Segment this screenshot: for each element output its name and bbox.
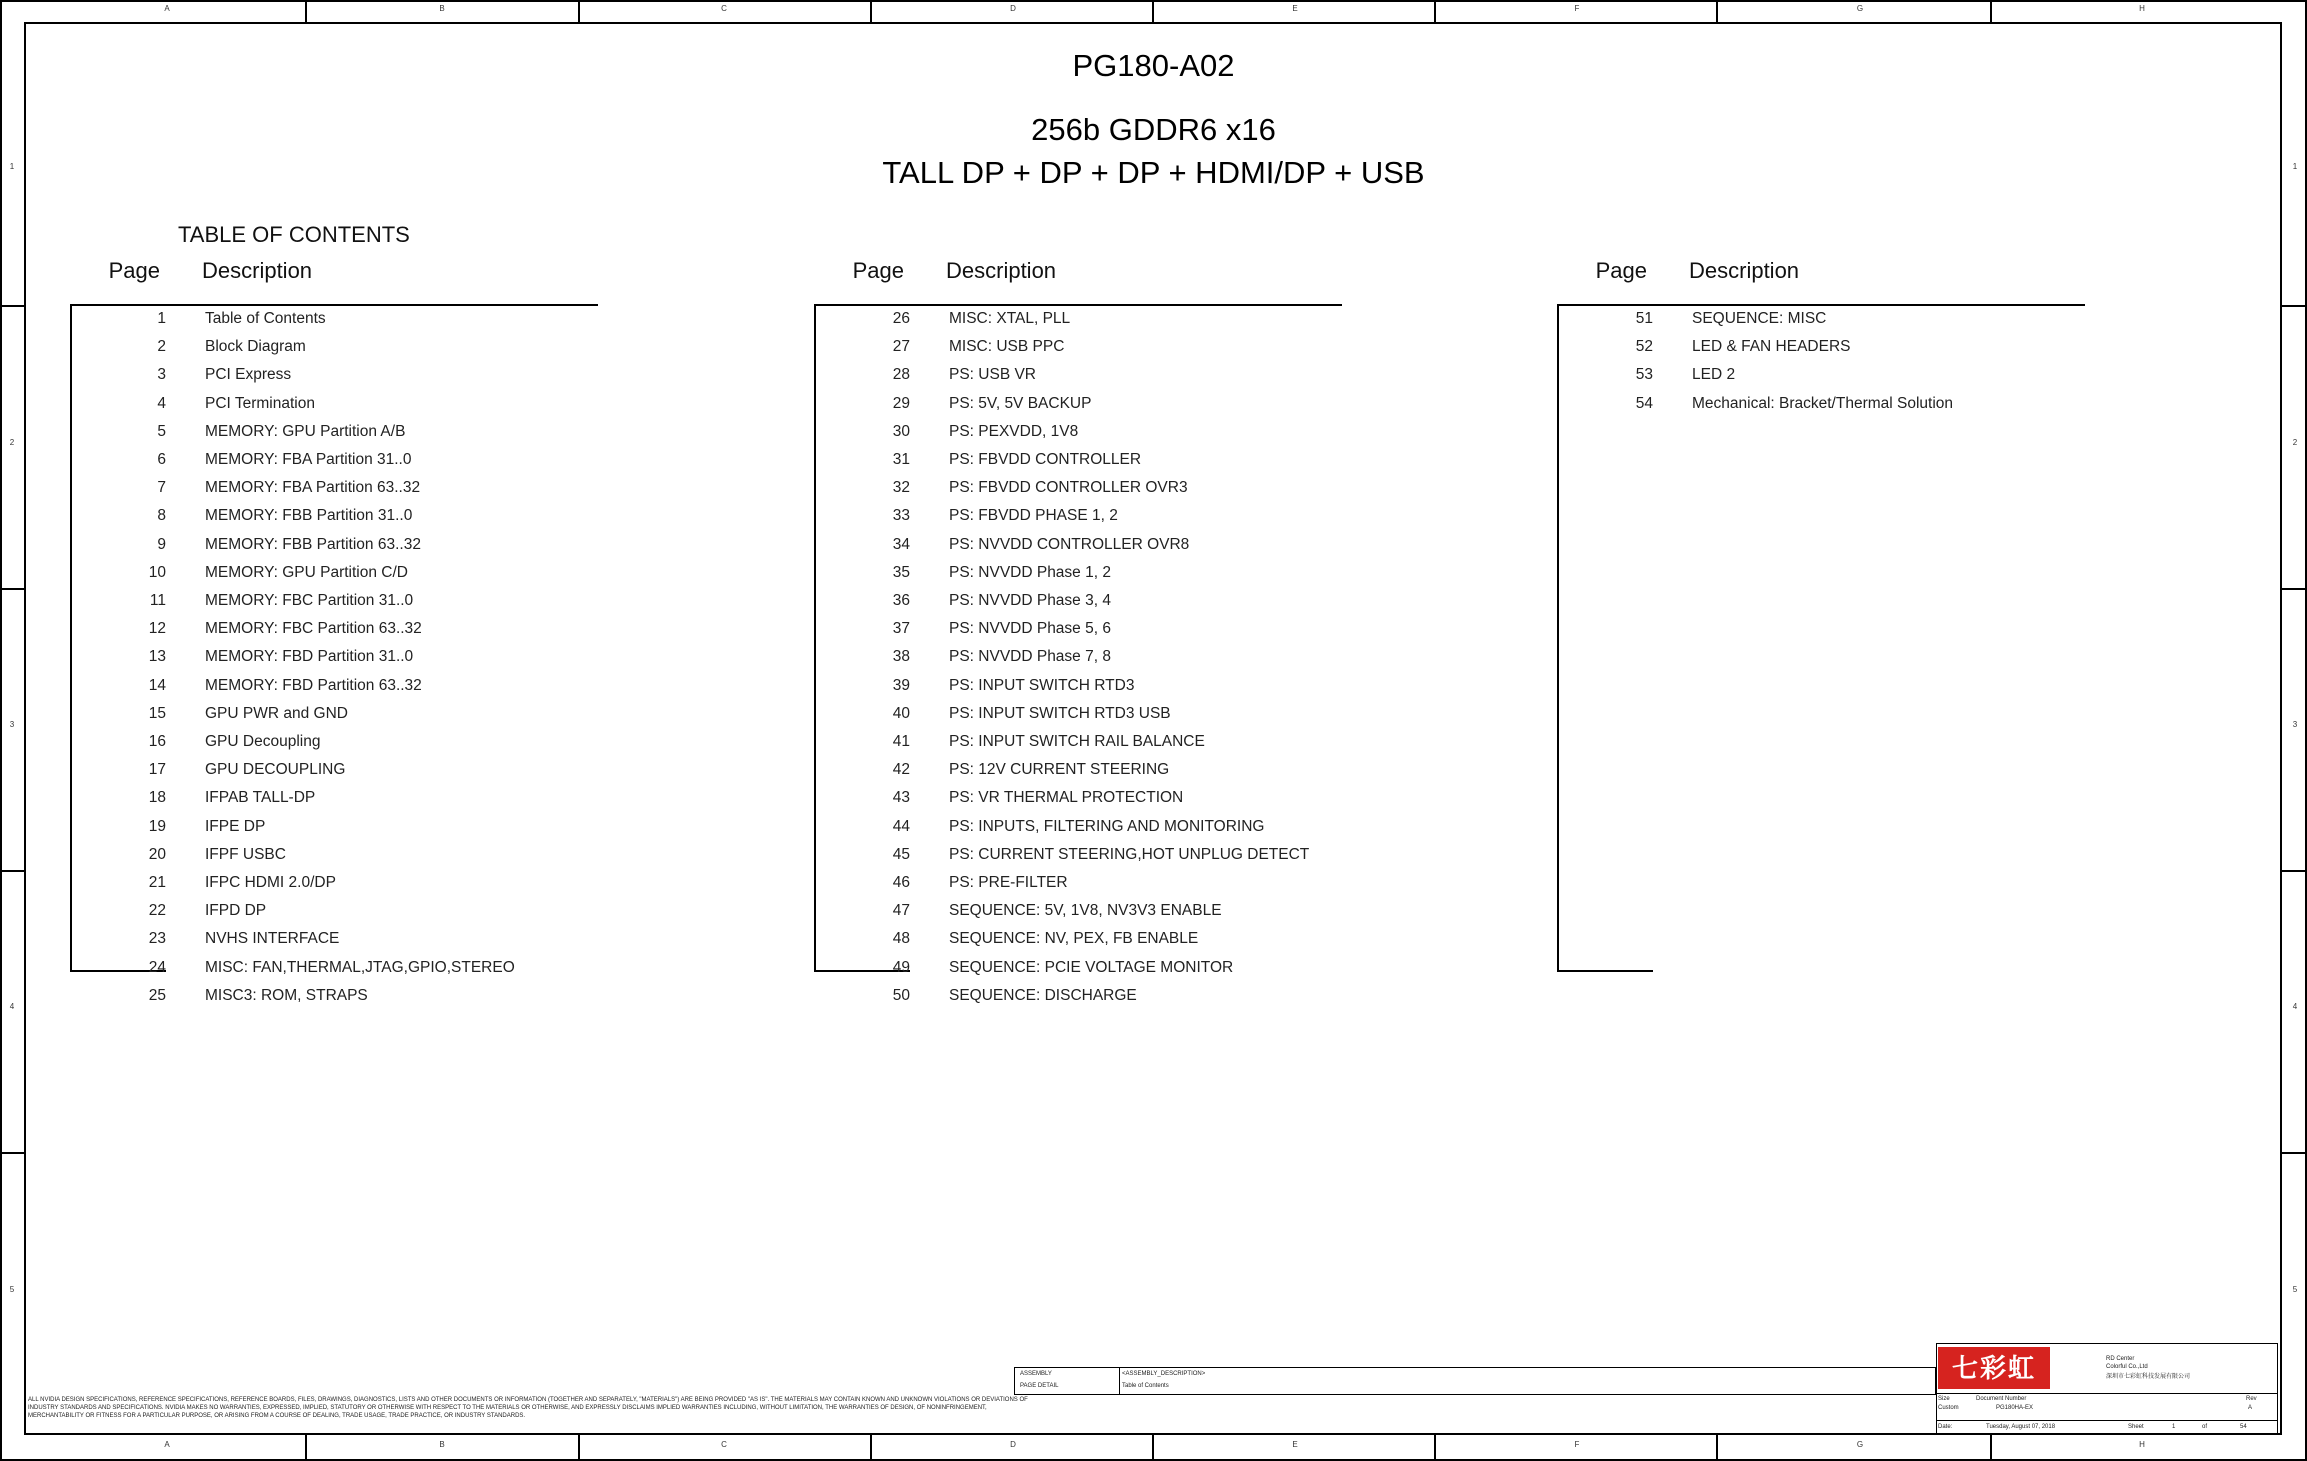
- description-column-header: Description: [202, 258, 313, 283]
- toc-row: [1557, 338, 2157, 366]
- toc-description: PCI Termination: [205, 394, 315, 412]
- date-label: Date:: [1938, 1424, 1953, 1430]
- toc-page-number: 22: [148, 902, 166, 920]
- size-value: Custom: [1938, 1405, 1959, 1411]
- toc-page-number: 23: [148, 930, 166, 948]
- toc-description: PS: FBVDD CONTROLLER: [949, 451, 1142, 468]
- toc-description: MEMORY: FBD Partition 31..0: [205, 648, 414, 666]
- zone-divider: [2282, 305, 2307, 307]
- zone-divider: [2282, 1152, 2307, 1154]
- toc-description: SEQUENCE: PCIE VOLTAGE MONITOR: [949, 958, 1234, 976]
- zone-label-top: B: [439, 4, 445, 13]
- zone-divider: [305, 0, 307, 22]
- toc-page-number: 43: [892, 789, 910, 807]
- toc-description: PS: PEXVDD, 1V8: [949, 422, 1079, 440]
- toc-page-number: 37: [892, 620, 910, 638]
- toc-page-number: 12: [148, 620, 166, 638]
- toc-row: [70, 592, 670, 620]
- company-line-3: 深圳市七彩虹科技发展有限公司: [2106, 1374, 2191, 1380]
- zone-label-bottom: G: [1856, 1440, 1864, 1449]
- zone-divider: [305, 1435, 307, 1461]
- toc-page-number: 52: [1635, 338, 1653, 356]
- of-value: 54: [2240, 1424, 2247, 1430]
- toc-page-number: 41: [892, 733, 910, 750]
- toc-row: [814, 705, 1414, 733]
- zone-divider: [1990, 0, 1992, 22]
- toc-description: GPU PWR and GND: [205, 704, 348, 722]
- toc-page-number: 42: [892, 761, 910, 779]
- toc-page-number: 53: [1635, 366, 1653, 384]
- toc-page-number: 31: [892, 451, 910, 468]
- toc-page-number: 34: [892, 535, 910, 553]
- toc-description: MEMORY: FBB Partition 63..32: [205, 535, 421, 553]
- zone-label-bottom: E: [1292, 1440, 1298, 1449]
- toc-page-number: 10: [148, 563, 166, 581]
- toc-row: [814, 592, 1414, 620]
- toc-page-number: 49: [892, 958, 910, 976]
- toc-page-number: 19: [148, 817, 166, 835]
- toc-page-number: 32: [892, 479, 910, 497]
- outputs-title: TALL DP + DP + DP + HDMI/DP + USB: [882, 155, 1425, 190]
- zone-divider: [1152, 0, 1154, 22]
- toc-page-number: 36: [892, 592, 910, 609]
- toc-description: Block Diagram: [205, 338, 306, 356]
- toc-row: [814, 395, 1414, 423]
- toc-page-number: 18: [148, 789, 166, 807]
- toc-description: PS: NVVDD Phase 3, 4: [949, 592, 1111, 609]
- zone-divider: [1716, 0, 1718, 22]
- toc-row: [70, 818, 670, 846]
- toc-row: [70, 677, 670, 705]
- toc-page-number: 2: [157, 338, 166, 356]
- toc-page-number: 5: [157, 422, 166, 440]
- zone-divider: [870, 0, 872, 22]
- toc-page-number: 29: [892, 394, 910, 412]
- toc-page-number: 46: [892, 874, 910, 891]
- zone-label-right: 3: [2292, 720, 2298, 729]
- toc-row: [1557, 395, 2157, 423]
- toc-page-number: 48: [892, 930, 910, 948]
- toc-row: [70, 959, 670, 987]
- toc-row: [814, 677, 1414, 705]
- toc-description: MEMORY: GPU Partition A/B: [205, 422, 406, 440]
- description-column-header: Description: [946, 258, 1057, 283]
- toc-page-number: 38: [892, 648, 910, 666]
- toc-row: [1557, 366, 2157, 394]
- toc-page-number: 14: [148, 676, 166, 694]
- toc-row: [70, 564, 670, 592]
- document-number-label: Document Number: [1976, 1396, 2027, 1402]
- toc-row: [814, 620, 1414, 648]
- zone-label-right: 5: [2292, 1285, 2298, 1294]
- toc-row: [70, 338, 670, 366]
- zone-label-left: 1: [9, 162, 15, 171]
- toc-row: [70, 648, 670, 676]
- toc-description: IFPD DP: [205, 902, 267, 920]
- toc-row: [70, 846, 670, 874]
- toc-description: MISC: XTAL, PLL: [949, 310, 1071, 327]
- toc-row: [814, 902, 1414, 930]
- toc-row: [814, 564, 1414, 592]
- zone-label-top: D: [1010, 4, 1016, 13]
- zone-label-left: 3: [9, 720, 15, 729]
- zone-label-top: E: [1292, 4, 1298, 13]
- toc-description: GPU DECOUPLING: [205, 761, 346, 779]
- toc-row: [1557, 310, 2157, 338]
- rev-value: A: [2248, 1405, 2253, 1411]
- assembly-value: <ASSEMBLY_DESCRIPTION>: [1122, 1371, 1206, 1377]
- toc-description: NVHS INTERFACE: [205, 930, 340, 948]
- toc-description: PS: NVVDD Phase 7, 8: [949, 648, 1111, 666]
- toc-page-number: 15: [148, 704, 166, 722]
- toc-row: [70, 366, 670, 394]
- toc-description: PS: NVVDD Phase 1, 2: [949, 563, 1111, 581]
- zone-label-top: A: [164, 4, 170, 13]
- toc-description: PS: NVVDD Phase 5, 6: [949, 620, 1111, 638]
- page-detail-label: PAGE DETAIL: [1020, 1383, 1059, 1389]
- toc-page-number: 39: [892, 676, 910, 694]
- toc-page-number: 13: [148, 648, 166, 666]
- page-detail-value: Table of Contents: [1122, 1383, 1169, 1389]
- toc-description: SEQUENCE: DISCHARGE: [949, 986, 1137, 1004]
- toc-description: SEQUENCE: NV, PEX, FB ENABLE: [949, 930, 1199, 948]
- toc-description: GPU Decoupling: [205, 733, 321, 750]
- assembly-label: ASSEMBLY: [1020, 1371, 1052, 1377]
- toc-description: Mechanical: Bracket/Thermal Solution: [1692, 394, 1954, 412]
- toc-page-number: 17: [148, 761, 166, 779]
- toc-row: [814, 536, 1414, 564]
- toc-description: MISC: USB PPC: [949, 338, 1065, 356]
- size-label: Size: [1938, 1396, 1950, 1402]
- toc-description: PS: INPUT SWITCH RAIL BALANCE: [949, 733, 1205, 750]
- toc-page-number: 3: [157, 366, 166, 384]
- toc-description: IFPE DP: [205, 817, 266, 835]
- toc-description: MEMORY: FBA Partition 31..0: [205, 451, 412, 468]
- sheet-label: Sheet: [2128, 1424, 2144, 1430]
- toc-row: [70, 902, 670, 930]
- document-number-value: PG180HA-EX: [1996, 1405, 2034, 1411]
- toc-page-number: 51: [1635, 310, 1653, 327]
- toc-row: [70, 930, 670, 958]
- toc-page-number: 44: [892, 817, 910, 835]
- zone-label-top: H: [2139, 4, 2145, 13]
- company-logo: 七彩虹: [1938, 1347, 2050, 1389]
- toc-row: [70, 705, 670, 733]
- toc-row: [70, 761, 670, 789]
- toc-row: [814, 930, 1414, 958]
- toc-description: MEMORY: FBC Partition 63..32: [205, 620, 422, 638]
- toc-page-number: 6: [157, 451, 166, 468]
- toc-row: [70, 620, 670, 648]
- toc-row: [814, 959, 1414, 987]
- board-title: PG180-A02: [1072, 48, 1235, 83]
- zone-divider: [1990, 1435, 1992, 1461]
- memory-config-title: 256b GDDR6 x16: [1031, 112, 1276, 147]
- toc-row: [814, 423, 1414, 451]
- zone-divider: [1716, 1435, 1718, 1461]
- toc-page-number: 7: [157, 479, 166, 497]
- toc-page-number: 26: [892, 310, 910, 327]
- zone-divider: [0, 1152, 24, 1154]
- toc-description: MISC3: ROM, STRAPS: [205, 986, 368, 1004]
- toc-row: [814, 648, 1414, 676]
- toc-description: PS: FBVDD PHASE 1, 2: [949, 507, 1118, 525]
- toc-description: MISC: FAN,THERMAL,JTAG,GPIO,STEREO: [205, 958, 515, 976]
- toc-description: PS: INPUTS, FILTERING AND MONITORING: [949, 817, 1265, 835]
- toc-row: [814, 366, 1414, 394]
- toc-row: [70, 987, 670, 1015]
- zone-label-bottom: A: [164, 1440, 170, 1449]
- toc-row: [70, 423, 670, 451]
- toc-row: [70, 874, 670, 902]
- company-line-2: Colorful Co.,Ltd: [2106, 1364, 2148, 1370]
- zone-label-bottom: B: [439, 1440, 445, 1449]
- toc-heading: TABLE OF CONTENTS: [178, 222, 410, 247]
- toc-row: [814, 479, 1414, 507]
- company-line-1: RD Center: [2106, 1356, 2135, 1362]
- zone-label-bottom: F: [1574, 1440, 1580, 1449]
- zone-label-right: 2: [2292, 438, 2298, 447]
- toc-row: [70, 451, 670, 479]
- toc-page-number: 28: [892, 366, 910, 384]
- zone-divider: [578, 1435, 580, 1461]
- toc-page-number: 9: [157, 535, 166, 553]
- of-label: of: [2202, 1424, 2208, 1430]
- zone-label-bottom: H: [2139, 1440, 2145, 1449]
- toc-page-number: 4: [157, 394, 166, 412]
- toc-row: [70, 310, 670, 338]
- toc-page-number: 45: [892, 845, 910, 863]
- zone-divider: [1434, 1435, 1436, 1461]
- toc-page-number: 8: [157, 507, 166, 525]
- toc-description: MEMORY: FBC Partition 31..0: [205, 592, 414, 609]
- toc-row: [814, 733, 1414, 761]
- toc-description: SEQUENCE: 5V, 1V8, NV3V3 ENABLE: [949, 902, 1222, 920]
- sheet-value: 1: [2172, 1424, 2176, 1430]
- toc-row: [814, 761, 1414, 789]
- toc-description: MEMORY: GPU Partition C/D: [205, 563, 408, 581]
- toc-description: IFPAB TALL-DP: [205, 789, 316, 807]
- toc-page-number: 16: [148, 733, 166, 750]
- toc-description: MEMORY: FBB Partition 31..0: [205, 507, 413, 525]
- toc-page-number: 11: [149, 592, 166, 609]
- toc-description: LED 2: [1692, 366, 1736, 384]
- zone-divider: [1152, 1435, 1154, 1461]
- toc-row: [814, 846, 1414, 874]
- toc-description: PCI Express: [205, 366, 292, 384]
- toc-page-number: 40: [892, 704, 910, 722]
- toc-description: PS: 5V, 5V BACKUP: [949, 394, 1092, 412]
- toc-row: [814, 818, 1414, 846]
- toc-page-number: 24: [148, 958, 166, 976]
- zone-divider: [870, 1435, 872, 1461]
- zone-label-left: 2: [9, 438, 15, 447]
- toc-description: PS: CURRENT STEERING,HOT UNPLUG DETECT: [949, 845, 1310, 863]
- toc-page-number: 27: [892, 338, 910, 356]
- toc-description: PS: INPUT SWITCH RTD3: [949, 676, 1135, 694]
- toc-row: [70, 479, 670, 507]
- toc-description: MEMORY: FBA Partition 63..32: [205, 479, 421, 497]
- zone-label-bottom: C: [721, 1440, 727, 1449]
- toc-description: Table of Contents: [205, 310, 326, 327]
- toc-row: [70, 507, 670, 535]
- toc-description: IFPF USBC: [205, 845, 286, 863]
- toc-row: [814, 874, 1414, 902]
- toc-row: [70, 733, 670, 761]
- toc-description: PS: PRE-FILTER: [949, 874, 1068, 891]
- zone-divider: [0, 870, 24, 872]
- toc-description: SEQUENCE: MISC: [1692, 310, 1827, 327]
- zone-label-right: 1: [2292, 162, 2298, 171]
- page-column-header: Page: [108, 258, 160, 283]
- zone-label-right: 4: [2292, 1002, 2298, 1011]
- toc-row: [814, 507, 1414, 535]
- zone-divider: [2282, 870, 2307, 872]
- zone-divider: [0, 588, 24, 590]
- toc-description: LED & FAN HEADERS: [1692, 338, 1851, 356]
- toc-row: [70, 789, 670, 817]
- toc-row: [814, 451, 1414, 479]
- page-column-header: Page: [852, 258, 904, 283]
- toc-page-number: 35: [892, 563, 910, 581]
- zone-divider: [1434, 0, 1436, 22]
- rev-label: Rev: [2246, 1396, 2257, 1402]
- zone-label-bottom: D: [1010, 1440, 1016, 1449]
- toc-row: [814, 338, 1414, 366]
- toc-row: [814, 310, 1414, 338]
- zone-label-top: G: [1856, 4, 1864, 13]
- toc-row: [70, 536, 670, 564]
- toc-page-number: 1: [157, 310, 166, 327]
- zone-divider: [2282, 588, 2307, 590]
- description-column-header: Description: [1689, 258, 1800, 283]
- toc-page-number: 20: [148, 845, 166, 863]
- zone-divider: [0, 305, 24, 307]
- toc-description: PS: INPUT SWITCH RTD3 USB: [949, 704, 1171, 722]
- toc-page-number: 33: [892, 507, 910, 525]
- date-value: Tuesday, August 07, 2018: [1986, 1424, 2056, 1430]
- zone-label-top: C: [721, 4, 727, 13]
- legal-disclaimer: ALL NVIDIA DESIGN SPECIFICATIONS, REFERENCE SPECIFICATIONS, REFERENCE BOARDS, FILES, DRAWINGS, DIAGNOSTICS, LISTS AND OTHER DOCUMENTS OR INFORMATION (TOGETHER AND SEPARATELY, "MATERIALS") ARE BEING PROVIDED "AS IS". THE MATERIALS MAY CONTAIN KNOWN AND UNKNOWN VIOLATIONS OR DEVIATIONS OF INDUSTRY STANDARDS AND SPECIFICATIONS. NVIDIA MAKES NO WARRANTIES, EXPRESSED, IMPLIED, STATUTORY OR OTHERWISE WITH RESPECT TO THE MATERIALS OR OTHERWISE, AND EXPRESSLY DISCLAIMS IMPLIED WARRANTIES INCLUDING, WITHOUT LIMITATION, THE WARRANTIES OF DESIGN, OF NONINFRINGEMENT, MERCHANTABILITY OR FITNESS FOR A PARTICULAR PURPOSE, OR ARISING FROM A COURSE OF DEALING, TRADE USAGE, TRADE PRACTICE, OR INDUSTRY STANDARDS.: [28, 1397, 1028, 1419]
- toc-page-number: 30: [892, 422, 910, 440]
- toc-description: PS: VR THERMAL PROTECTION: [949, 789, 1184, 807]
- toc-row: [70, 395, 670, 423]
- zone-label-top: F: [1574, 4, 1580, 13]
- toc-page-number: 54: [1635, 394, 1653, 412]
- toc-description: PS: USB VR: [949, 366, 1036, 384]
- toc-description: PS: FBVDD CONTROLLER OVR3: [949, 479, 1188, 497]
- toc-page-number: 21: [148, 874, 166, 891]
- toc-row: [814, 987, 1414, 1015]
- zone-divider: [578, 0, 580, 22]
- toc-description: IFPC HDMI 2.0/DP: [205, 874, 336, 891]
- toc-page-number: 50: [892, 986, 910, 1004]
- zone-label-left: 4: [9, 1002, 15, 1011]
- toc-page-number: 47: [892, 902, 910, 920]
- toc-description: PS: 12V CURRENT STEERING: [949, 761, 1170, 779]
- toc-row: [814, 789, 1414, 817]
- toc-description: MEMORY: FBD Partition 63..32: [205, 676, 422, 694]
- zone-label-left: 5: [9, 1285, 15, 1294]
- toc-description: PS: NVVDD CONTROLLER OVR8: [949, 535, 1190, 553]
- page-column-header: Page: [1595, 258, 1647, 283]
- toc-page-number: 25: [148, 986, 166, 1004]
